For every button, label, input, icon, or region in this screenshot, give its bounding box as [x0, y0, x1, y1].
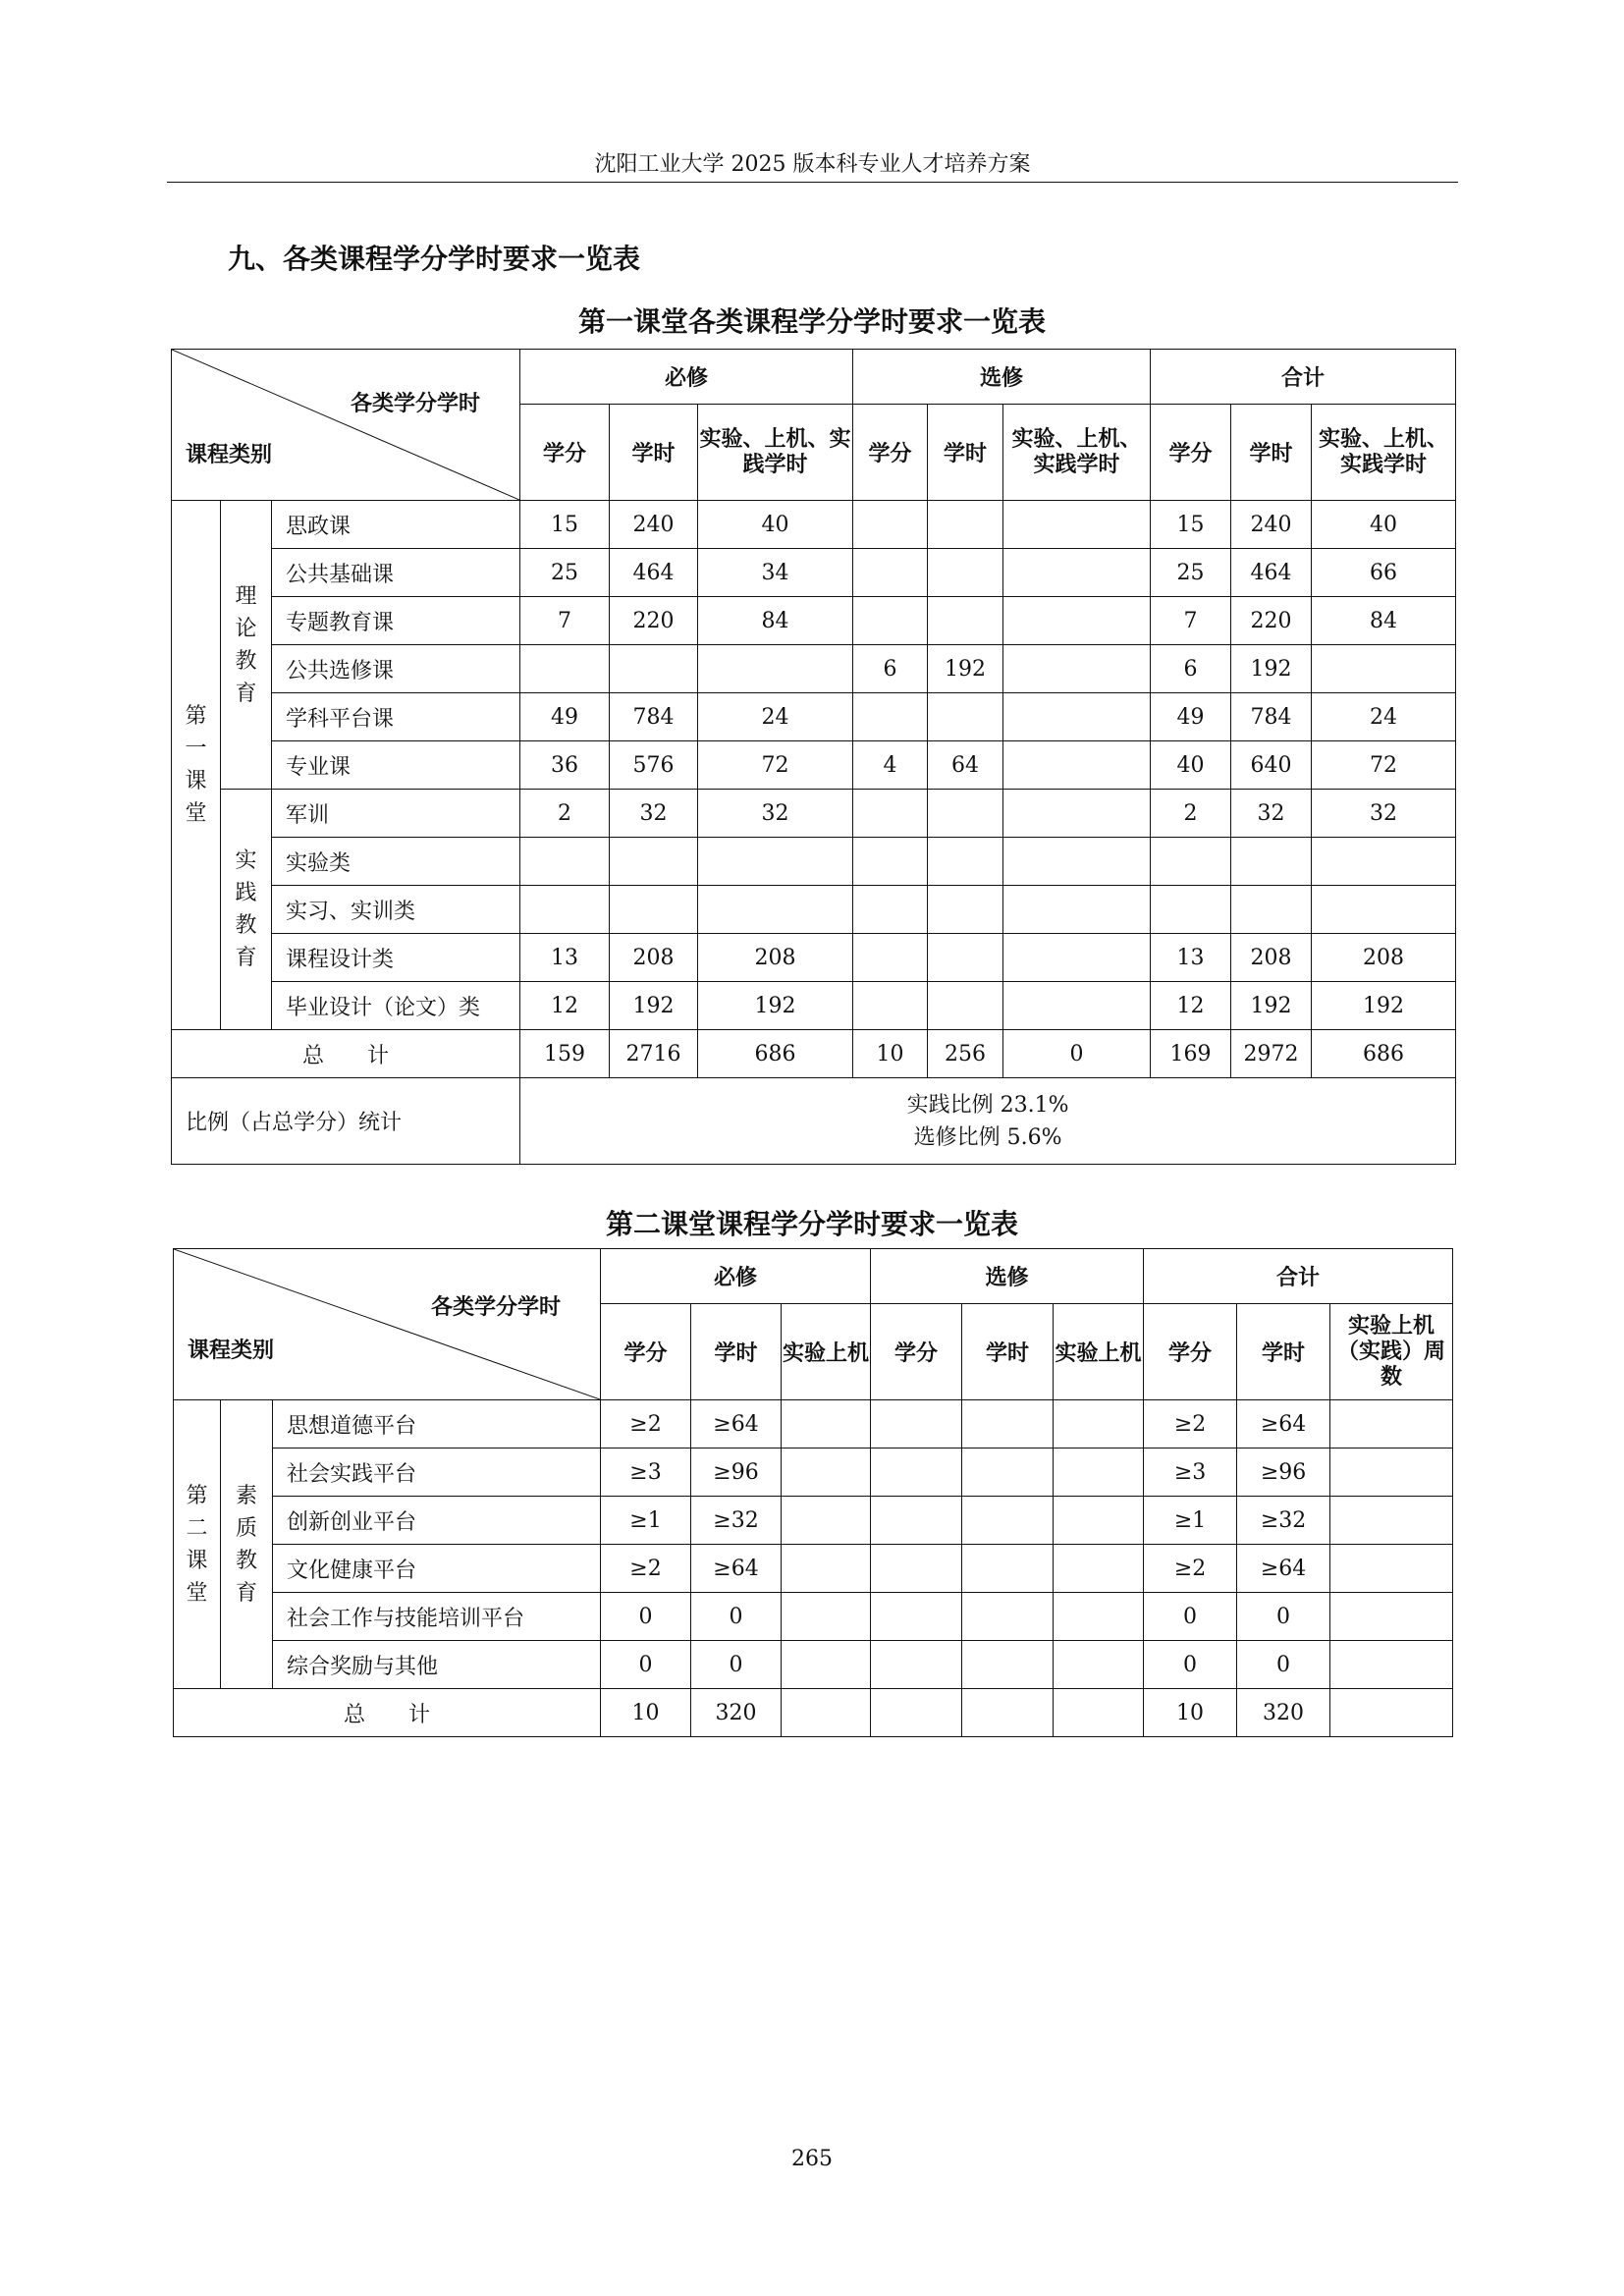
table-cell — [853, 693, 928, 741]
table-cell: 208 — [1312, 934, 1456, 982]
table-cell: 4 — [853, 741, 928, 790]
column-header: 学时 — [1231, 405, 1312, 501]
table-cell: ≥32 — [691, 1497, 782, 1545]
table-cell — [698, 838, 853, 886]
table2-diagonal-header — [174, 1249, 601, 1400]
column-header: 学时 — [962, 1304, 1054, 1400]
table-cell: 7 — [520, 597, 610, 645]
diag-top-label: 各类学分学时 — [431, 1295, 562, 1320]
table-cell — [1003, 982, 1151, 1030]
table-cell: ≥64 — [1237, 1545, 1330, 1593]
total-cell: 169 — [1151, 1030, 1231, 1078]
table-row — [172, 934, 1456, 982]
course-category: 课程设计类 — [272, 934, 520, 982]
table-cell — [1054, 1545, 1144, 1593]
group-label — [174, 1400, 221, 1689]
column-header: 实验上机（实践）周数 — [1330, 1304, 1453, 1400]
table-cell — [610, 886, 698, 934]
column-header: 学分 — [1144, 1304, 1237, 1400]
column-header: 实验上机 — [782, 1304, 871, 1400]
ratio-note — [520, 1078, 1456, 1165]
table-cell: ≥96 — [691, 1449, 782, 1497]
table-cell — [928, 838, 1003, 886]
table-row — [172, 501, 1456, 549]
table2 — [173, 1248, 1453, 1737]
table-cell: 240 — [610, 501, 698, 549]
table-cell: 0 — [601, 1593, 691, 1641]
table-cell: 15 — [1151, 501, 1231, 549]
table-row — [174, 1449, 1453, 1497]
group-total: 合计 — [1144, 1249, 1453, 1304]
table-cell: 464 — [610, 549, 698, 597]
table-cell — [782, 1497, 871, 1545]
table-cell — [962, 1497, 1054, 1545]
course-category: 思政课 — [272, 501, 520, 549]
table-cell: 6 — [853, 645, 928, 693]
table-cell — [1003, 741, 1151, 790]
table-cell: 24 — [1312, 693, 1456, 741]
table-cell: 2 — [1151, 790, 1231, 838]
table-cell: 49 — [520, 693, 610, 741]
table-cell — [1003, 693, 1151, 741]
header-rule — [167, 182, 1458, 183]
total-cell: 256 — [928, 1030, 1003, 1078]
group-label — [221, 790, 272, 1030]
table-cell: 220 — [1231, 597, 1312, 645]
table-cell: 64 — [928, 741, 1003, 790]
group-label-text: 素质教育 — [235, 1483, 257, 1606]
table-cell: 66 — [1312, 549, 1456, 597]
course-category: 毕业设计（论文）类 — [272, 982, 520, 1030]
table-cell: 240 — [1231, 501, 1312, 549]
course-category: 实习、实训类 — [272, 886, 520, 934]
course-category: 军训 — [272, 790, 520, 838]
table-cell — [928, 549, 1003, 597]
group-label-text: 理论教育 — [235, 583, 257, 706]
table-cell: 0 — [1237, 1593, 1330, 1641]
table-row — [172, 790, 1456, 838]
group-label-text: 实践教育 — [235, 848, 257, 970]
table-row — [172, 741, 1456, 790]
total-cell — [782, 1689, 871, 1737]
table-cell: 40 — [1151, 741, 1231, 790]
table-cell — [871, 1545, 962, 1593]
table-cell: 34 — [698, 549, 853, 597]
table-row — [172, 549, 1456, 597]
table-cell — [1312, 645, 1456, 693]
table-cell: ≥1 — [1144, 1497, 1237, 1545]
group-label-text: 第二课堂 — [186, 1483, 208, 1606]
table-cell — [1003, 549, 1151, 597]
table-cell: 576 — [610, 741, 698, 790]
group-label-text: 第一课堂 — [185, 704, 207, 826]
table2-caption: 第二课堂课程学分学时要求一览表 — [605, 1208, 1018, 1240]
table-cell: 192 — [1231, 982, 1312, 1030]
course-category: 专业课 — [272, 741, 520, 790]
table-cell — [853, 838, 928, 886]
group-required: 必修 — [601, 1249, 871, 1304]
table-cell: 40 — [698, 501, 853, 549]
table-cell — [1054, 1593, 1144, 1641]
column-header: 实验、上机、实践学时 — [1003, 405, 1151, 501]
table-cell — [1054, 1400, 1144, 1449]
table-cell: ≥32 — [1237, 1497, 1330, 1545]
table-cell — [1330, 1641, 1453, 1689]
group-label — [221, 501, 272, 790]
column-header: 学分 — [853, 405, 928, 501]
table-cell: 13 — [520, 934, 610, 982]
total-cell: 320 — [1237, 1689, 1330, 1737]
total-cell: 2716 — [610, 1030, 698, 1078]
column-header: 实验、上机、实践学时 — [1312, 405, 1456, 501]
table-cell — [1003, 645, 1151, 693]
course-category: 社会实践平台 — [273, 1449, 601, 1497]
column-header: 学时 — [691, 1304, 782, 1400]
table-cell: 32 — [1312, 790, 1456, 838]
table-cell — [962, 1400, 1054, 1449]
table-cell — [520, 838, 610, 886]
table-cell — [928, 982, 1003, 1030]
table1 — [171, 349, 1456, 1165]
table-cell: 15 — [520, 501, 610, 549]
table-cell — [1231, 886, 1312, 934]
table-cell: 49 — [1151, 693, 1231, 741]
table-cell: 192 — [610, 982, 698, 1030]
table-cell — [871, 1449, 962, 1497]
group-elective: 选修 — [871, 1249, 1144, 1304]
table-cell — [871, 1593, 962, 1641]
table-cell: 12 — [1151, 982, 1231, 1030]
table-cell — [1003, 886, 1151, 934]
table1-total-label: 总 计 — [172, 1030, 520, 1078]
table-cell — [1054, 1641, 1144, 1689]
table-row — [174, 1593, 1453, 1641]
table-cell — [853, 501, 928, 549]
table-cell: 208 — [698, 934, 853, 982]
column-header: 学分 — [520, 405, 610, 501]
table-cell — [1330, 1400, 1453, 1449]
table-cell — [1003, 790, 1151, 838]
total-cell: 320 — [691, 1689, 782, 1737]
table-cell — [928, 790, 1003, 838]
course-category: 实验类 — [272, 838, 520, 886]
table-cell: 208 — [1231, 934, 1312, 982]
table-cell: 464 — [1231, 549, 1312, 597]
table-cell: 25 — [520, 549, 610, 597]
table-cell: 6 — [1151, 645, 1231, 693]
table-cell: ≥3 — [601, 1449, 691, 1497]
table-cell — [1312, 886, 1456, 934]
total-cell: 2972 — [1231, 1030, 1312, 1078]
column-header: 学时 — [610, 405, 698, 501]
table-cell: ≥3 — [1144, 1449, 1237, 1497]
table-cell: 13 — [1151, 934, 1231, 982]
group-elective: 选修 — [853, 350, 1151, 405]
total-cell: 10 — [1144, 1689, 1237, 1737]
course-category: 思想道德平台 — [273, 1400, 601, 1449]
table-cell — [962, 1641, 1054, 1689]
table-cell — [928, 934, 1003, 982]
table-cell — [782, 1545, 871, 1593]
table-cell: 640 — [1231, 741, 1312, 790]
table2-total-label: 总 计 — [174, 1689, 601, 1737]
table-cell — [1003, 934, 1151, 982]
table-cell: 0 — [691, 1593, 782, 1641]
table-cell: 784 — [1231, 693, 1312, 741]
table-cell: 2 — [520, 790, 610, 838]
table-cell — [871, 1641, 962, 1689]
table-cell: 25 — [1151, 549, 1231, 597]
table-cell — [962, 1593, 1054, 1641]
course-category: 文化健康平台 — [273, 1545, 601, 1593]
course-category: 专题教育课 — [272, 597, 520, 645]
table-cell — [853, 790, 928, 838]
table-cell — [698, 886, 853, 934]
table-cell — [1054, 1449, 1144, 1497]
table-row — [172, 693, 1456, 741]
table1-diagonal-header — [172, 350, 520, 501]
table-cell — [853, 886, 928, 934]
table-cell — [871, 1400, 962, 1449]
table-cell: 32 — [610, 790, 698, 838]
table-cell — [853, 934, 928, 982]
course-category: 综合奖励与其他 — [273, 1641, 601, 1689]
table-cell — [1151, 838, 1231, 886]
total-cell: 159 — [520, 1030, 610, 1078]
table-cell: 192 — [1231, 645, 1312, 693]
diag-top-label: 各类学分学时 — [351, 392, 481, 416]
table-cell: 0 — [1144, 1593, 1237, 1641]
ratio-label: 比例（占总学分）统计 — [172, 1078, 520, 1165]
table-row — [172, 838, 1456, 886]
table-cell: ≥96 — [1237, 1449, 1330, 1497]
table-cell: ≥2 — [1144, 1545, 1237, 1593]
table-cell — [928, 501, 1003, 549]
column-header: 学时 — [1237, 1304, 1330, 1400]
table-cell — [853, 597, 928, 645]
column-header: 学分 — [1151, 405, 1231, 501]
table-cell — [1330, 1449, 1453, 1497]
ratio-line: 实践比例 23.1% — [906, 1092, 1069, 1118]
table-cell — [782, 1400, 871, 1449]
course-category: 学科平台课 — [272, 693, 520, 741]
table-cell — [1330, 1545, 1453, 1593]
table-cell: 192 — [928, 645, 1003, 693]
group-total: 合计 — [1151, 350, 1456, 405]
table-cell: 32 — [698, 790, 853, 838]
table-cell: ≥64 — [691, 1545, 782, 1593]
course-category: 社会工作与技能培训平台 — [273, 1593, 601, 1641]
section-title: 九、各类课程学分学时要求一览表 — [228, 243, 641, 275]
table-cell — [610, 838, 698, 886]
table-row — [174, 1400, 1453, 1449]
table-cell: 12 — [520, 982, 610, 1030]
table-cell — [610, 645, 698, 693]
table-cell: 192 — [1312, 982, 1456, 1030]
table-row — [172, 597, 1456, 645]
table-cell — [962, 1449, 1054, 1497]
table-cell: 0 — [1237, 1641, 1330, 1689]
table-cell — [853, 982, 928, 1030]
table-cell — [782, 1593, 871, 1641]
table-cell — [1003, 838, 1151, 886]
page-number: 265 — [791, 2147, 833, 2171]
table-cell: 40 — [1312, 501, 1456, 549]
table-cell: ≥2 — [1144, 1400, 1237, 1449]
table-cell — [928, 597, 1003, 645]
table-cell — [782, 1641, 871, 1689]
table-cell — [871, 1497, 962, 1545]
column-header: 学分 — [601, 1304, 691, 1400]
table-cell — [962, 1545, 1054, 1593]
table-cell: 36 — [520, 741, 610, 790]
course-category: 公共基础课 — [272, 549, 520, 597]
total-cell — [871, 1689, 962, 1737]
table-cell: ≥64 — [1237, 1400, 1330, 1449]
table-cell: 84 — [698, 597, 853, 645]
table-cell — [1054, 1497, 1144, 1545]
course-category: 创新创业平台 — [273, 1497, 601, 1545]
table-cell — [782, 1449, 871, 1497]
table-cell — [928, 693, 1003, 741]
table-cell — [1312, 838, 1456, 886]
column-header: 实验上机 — [1054, 1304, 1144, 1400]
table-row — [174, 1641, 1453, 1689]
table-cell: 32 — [1231, 790, 1312, 838]
column-header: 实验、上机、实践学时 — [698, 405, 853, 501]
table-row — [172, 982, 1456, 1030]
table-cell: 7 — [1151, 597, 1231, 645]
table-cell — [1231, 838, 1312, 886]
table-cell: 784 — [610, 693, 698, 741]
table-cell — [1003, 501, 1151, 549]
table-cell — [520, 886, 610, 934]
table-cell: 192 — [698, 982, 853, 1030]
diag-bottom-label: 课程类别 — [188, 1339, 275, 1363]
page-header: 沈阳工业大学 2025 版本科专业人才培养方案 — [594, 152, 1031, 177]
table1-caption: 第一课堂各类课程学分学时要求一览表 — [577, 305, 1046, 338]
diag-bottom-label: 课程类别 — [186, 443, 273, 467]
total-cell — [1330, 1689, 1453, 1737]
group-label — [172, 501, 221, 1030]
table-cell — [1330, 1497, 1453, 1545]
total-cell: 686 — [698, 1030, 853, 1078]
table-cell — [1151, 886, 1231, 934]
group-label — [221, 1400, 273, 1689]
table-cell — [1330, 1593, 1453, 1641]
total-cell: 10 — [601, 1689, 691, 1737]
table-cell: 220 — [610, 597, 698, 645]
table-cell: 24 — [698, 693, 853, 741]
table-cell: ≥2 — [601, 1545, 691, 1593]
course-category: 公共选修课 — [272, 645, 520, 693]
table-cell: 72 — [698, 741, 853, 790]
table-cell: 72 — [1312, 741, 1456, 790]
total-cell: 0 — [1003, 1030, 1151, 1078]
table-row — [172, 886, 1456, 934]
table-cell: ≥1 — [601, 1497, 691, 1545]
table-cell: ≥64 — [691, 1400, 782, 1449]
table-cell — [1003, 597, 1151, 645]
total-cell: 10 — [853, 1030, 928, 1078]
column-header: 学时 — [928, 405, 1003, 501]
ratio-line: 选修比例 5.6% — [913, 1124, 1062, 1150]
table-cell: 0 — [691, 1641, 782, 1689]
table-cell: ≥2 — [601, 1400, 691, 1449]
group-required: 必修 — [520, 350, 853, 405]
table-row — [174, 1545, 1453, 1593]
table-cell — [853, 549, 928, 597]
table-cell — [698, 645, 853, 693]
table-row — [172, 645, 1456, 693]
total-cell — [1054, 1689, 1144, 1737]
column-header: 学分 — [871, 1304, 962, 1400]
total-cell — [962, 1689, 1054, 1737]
table-row — [174, 1497, 1453, 1545]
table-cell: 0 — [1144, 1641, 1237, 1689]
table-cell — [520, 645, 610, 693]
table-cell: 84 — [1312, 597, 1456, 645]
table-cell: 208 — [610, 934, 698, 982]
total-cell: 686 — [1312, 1030, 1456, 1078]
table-cell — [928, 886, 1003, 934]
table-cell: 0 — [601, 1641, 691, 1689]
